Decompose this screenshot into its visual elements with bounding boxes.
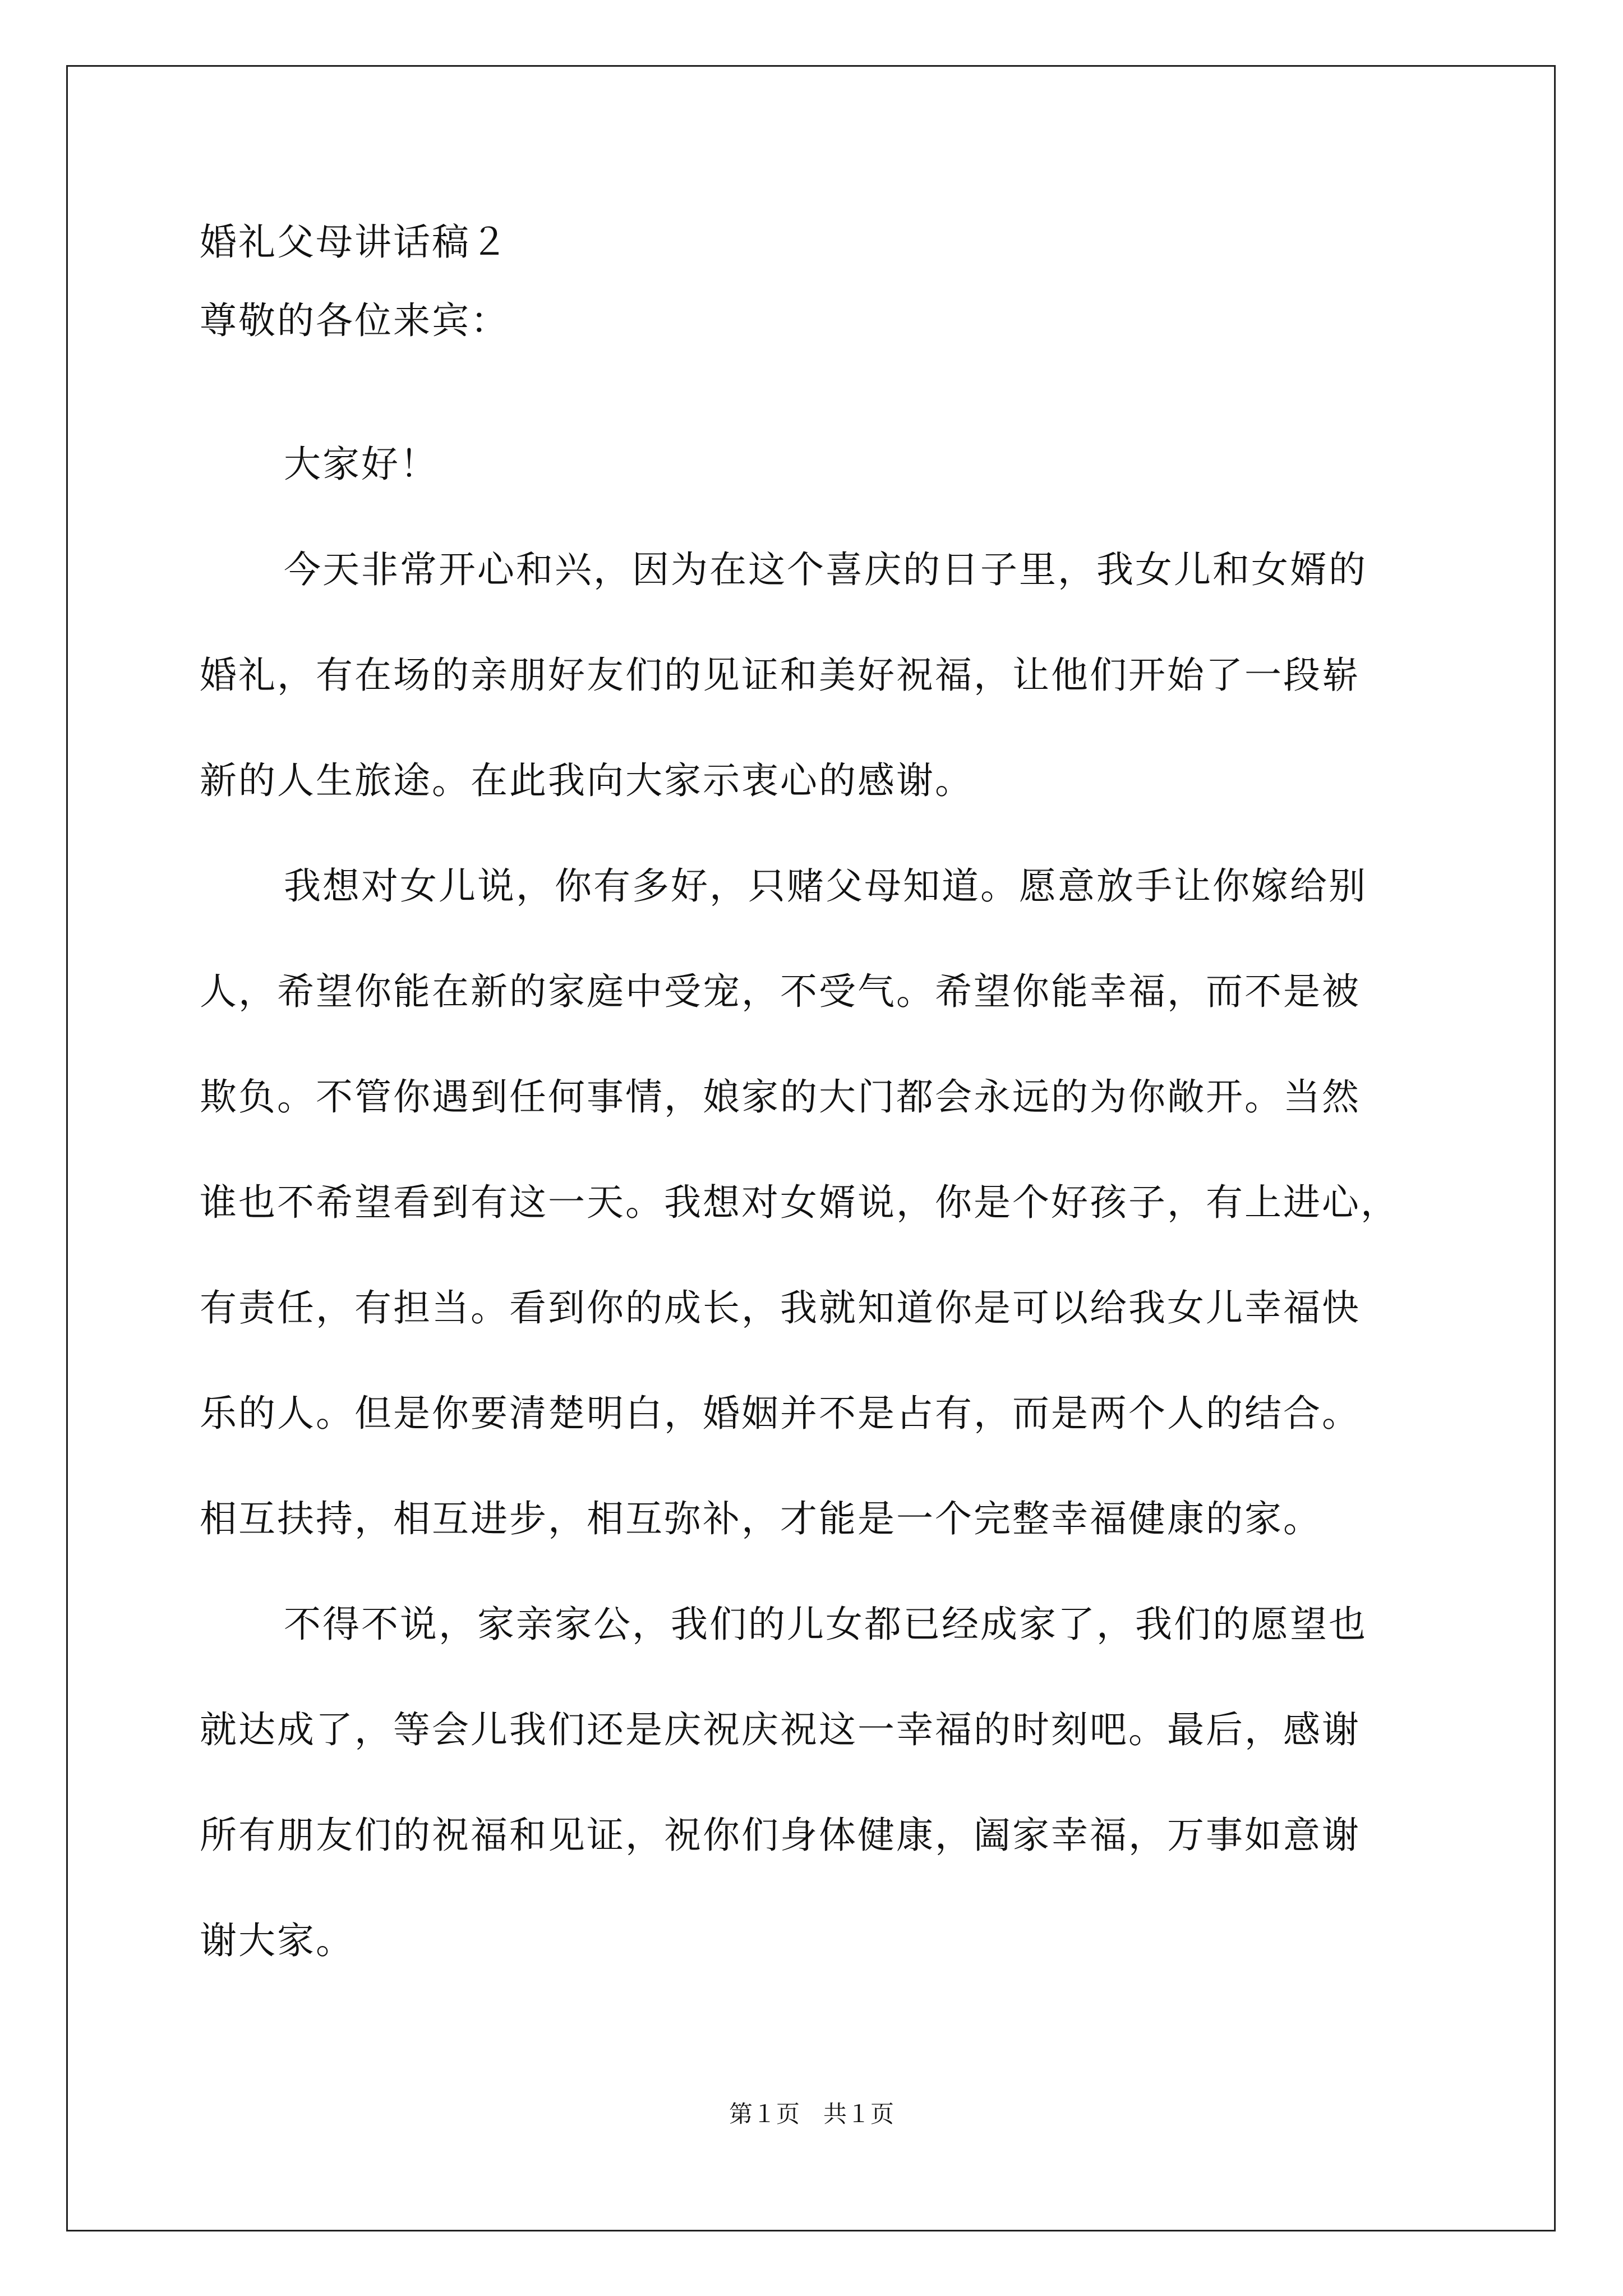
paragraph-line: 新的人生旅途。在此我向大家示衷心的感谢。 [200,759,974,802]
paragraph-line: 我想对女儿说，你有多好，只赌父母知道。愿意放手让你嫁给别 [284,864,1367,908]
salutation: 尊敬的各位来宾： [200,299,509,342]
paragraph-line: 今天非常开心和兴，因为在这个喜庆的日子里，我女儿和女婿的 [284,548,1367,591]
paragraph-line: 谁也不希望看到有这一天。我想对女婿说，你是个好孩子，有上进心， [200,1181,1399,1224]
paragraph-line: 人，希望你能在新的家庭中受宠，不受气。希望你能幸福，而不是被 [200,970,1361,1013]
paragraph-line: 就达成了，等会儿我们还是庆祝庆祝这一幸福的时刻吧。最后，感谢 [200,1708,1361,1751]
paragraph-line: 婚礼，有在场的亲朋好友们的见证和美好祝福，让他们开始了一段崭 [200,654,1361,697]
page-border [66,65,1556,2231]
paragraph-line: 有责任，有担当。看到你的成长，我就知道你是可以给我女儿幸福快 [200,1286,1361,1329]
page-number-footer: 第１页 共１页 [728,2100,894,2128]
paragraph-line: 乐的人。但是你要清楚明白，婚姻并不是占有，而是两个人的结合。 [200,1392,1361,1435]
paragraph-line: 相互扶持，相互进步，相互弥补，才能是一个完整幸福健康的家。 [200,1497,1322,1540]
document-title: 婚礼父母讲话稿２ [200,220,509,264]
paragraph-line: 谢大家。 [200,1919,354,1962]
greeting: 大家好！ [284,443,439,486]
paragraph-line: 不得不说，家亲家公，我们的儿女都已经成家了，我们的愿望也 [284,1603,1367,1646]
paragraph-line: 所有朋友们的祝福和见证，祝你们身体健康，阖家幸福，万事如意谢 [200,1814,1361,1857]
paragraph-line: 欺负。不管你遇到任何事情，娘家的大门都会永远的为你敞开。当然 [200,1075,1361,1119]
